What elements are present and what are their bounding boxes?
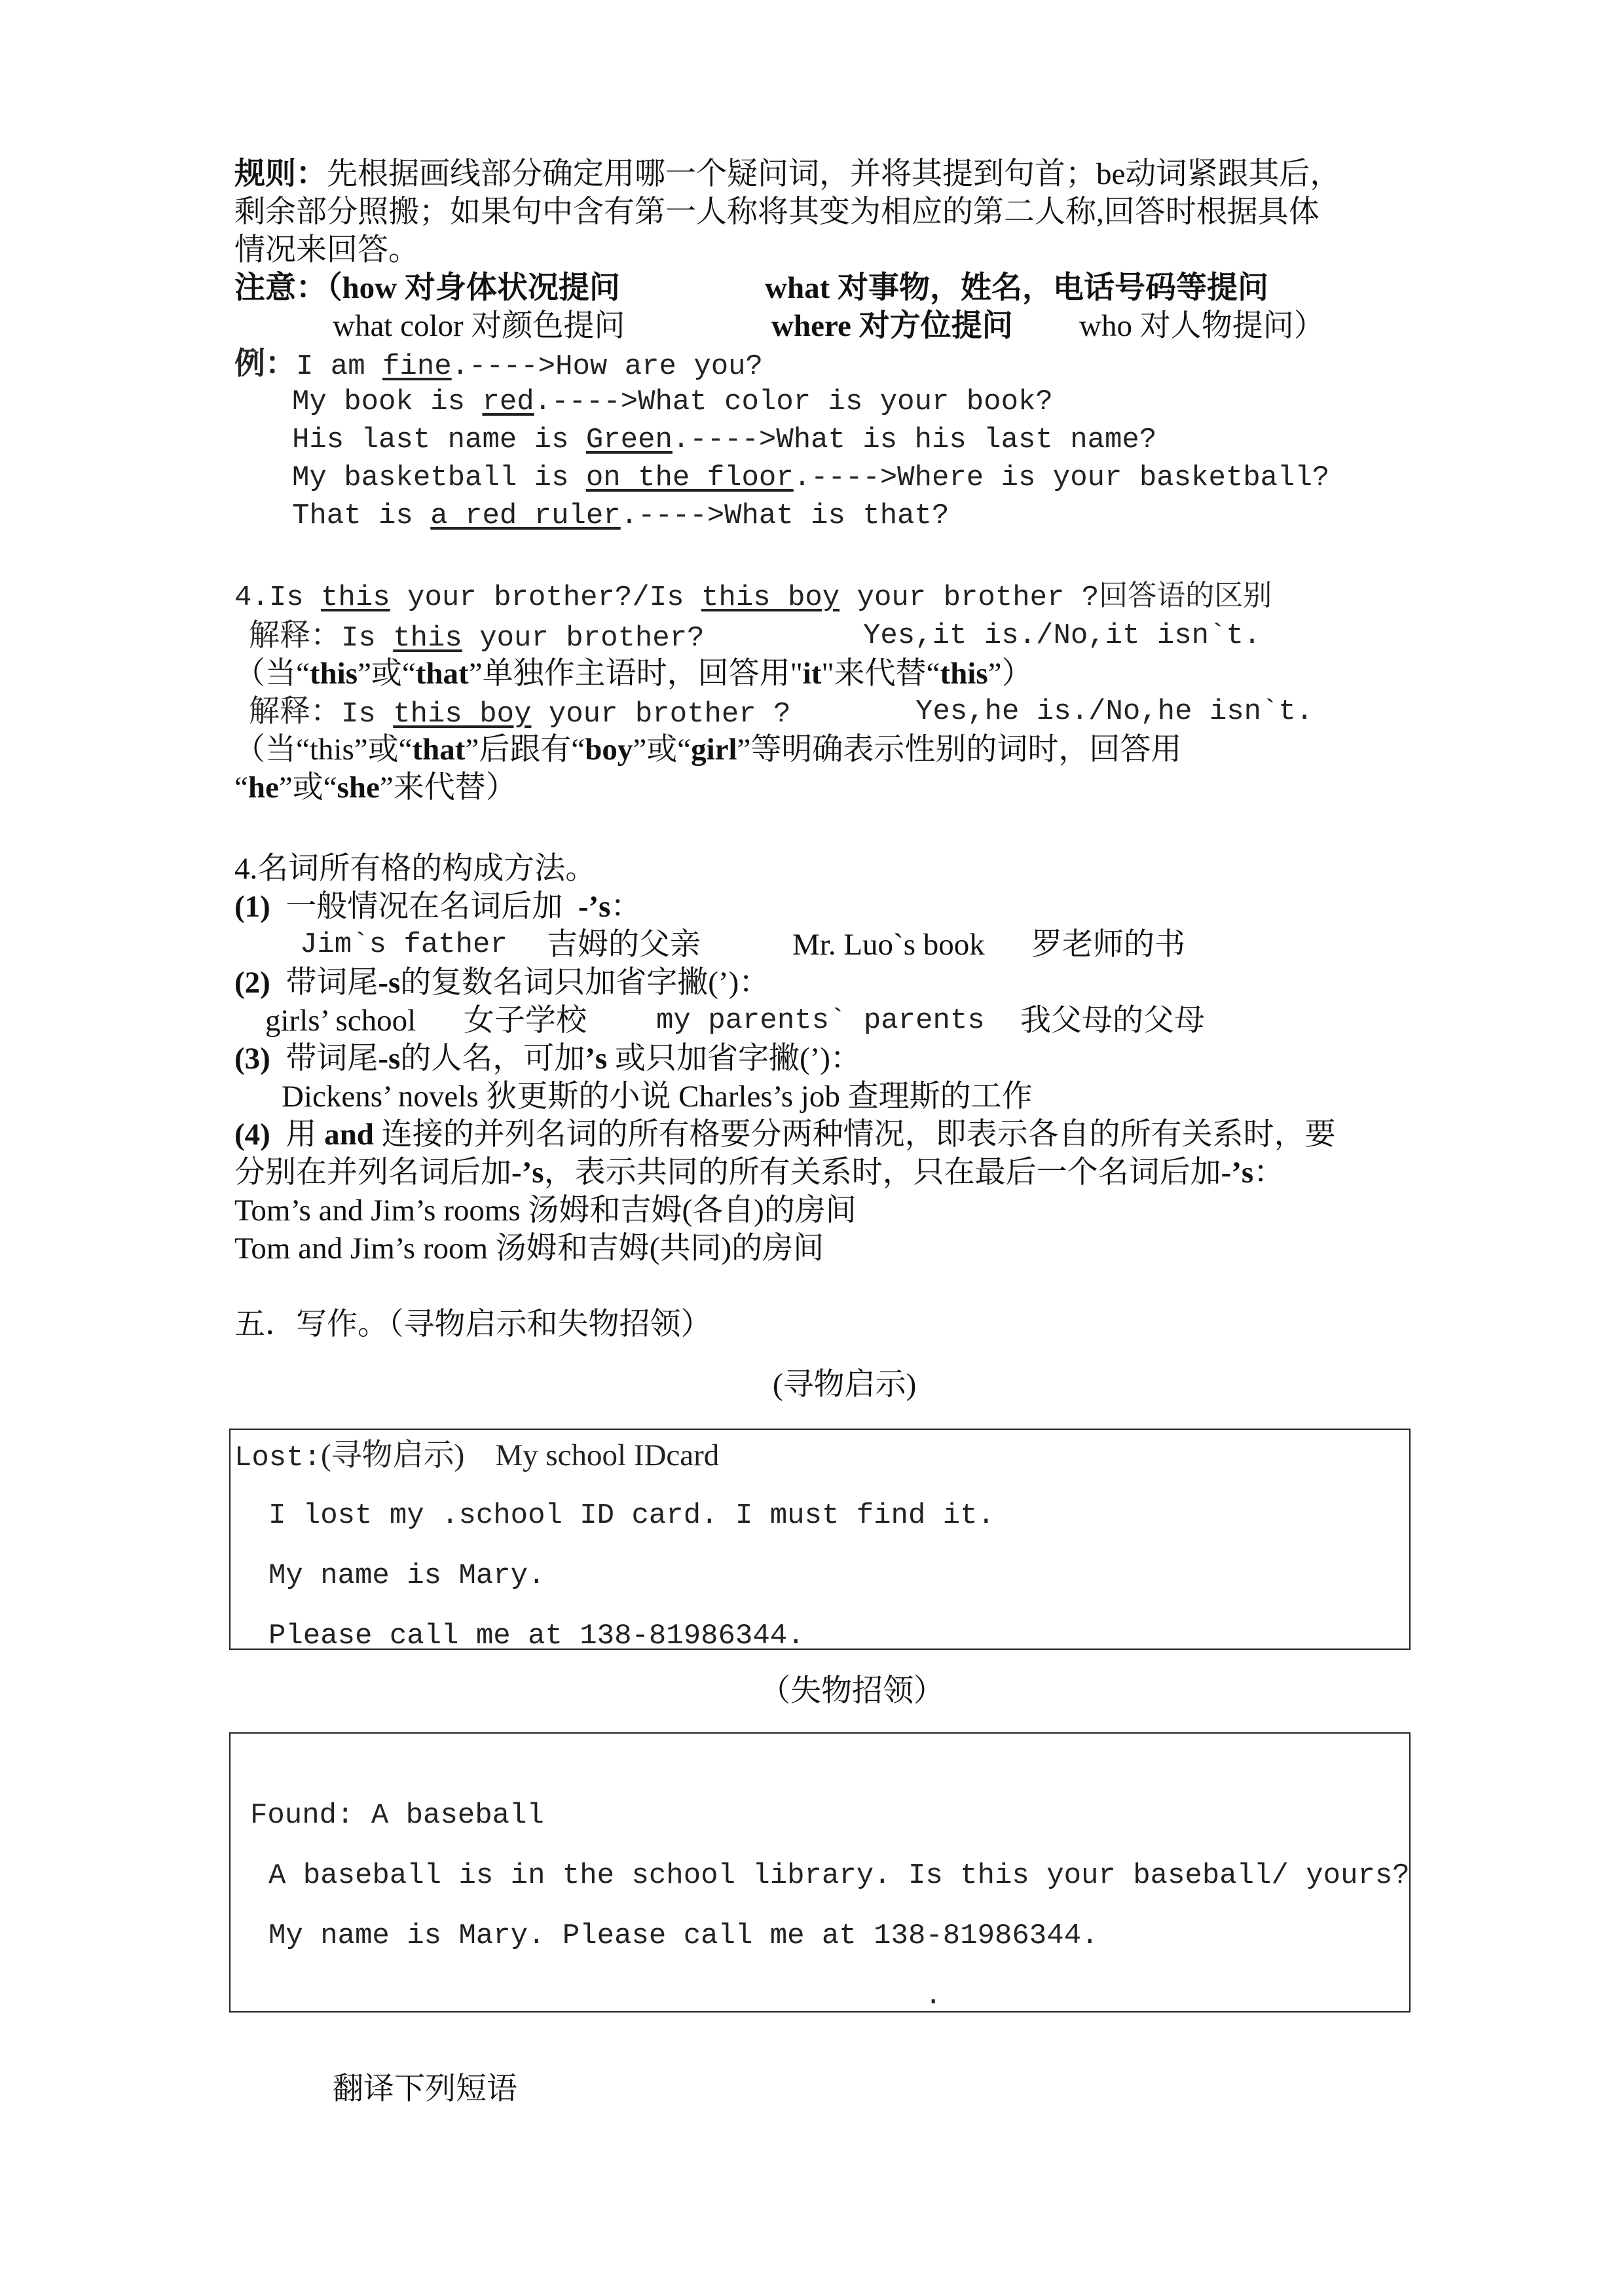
rules-line-3: 情况来回答。 bbox=[234, 233, 419, 267]
underlined-word: on the floor bbox=[585, 462, 794, 494]
rule-3: (3) 带词尾-s的人名，可加’s 或只加省字撇(’)： bbox=[234, 1042, 861, 1076]
lost-notice-line-1: I lost my .school ID card. I must find it. bbox=[268, 1499, 995, 1532]
rule-2-example-b-cn: 我父母的父母 bbox=[1020, 1004, 1205, 1038]
example-line-3: His last name is Green.---->What is his last name? bbox=[292, 424, 1157, 456]
note-this-that: （当“this”或“that”单独作主语时，回答用"it"来代替“this”） bbox=[234, 657, 1033, 691]
note-item-how: （how 对身体状况提问 bbox=[327, 271, 620, 305]
rule-2-example-a-cn: 女子学校 bbox=[464, 1004, 587, 1038]
lost-notice-line-2: My name is Mary. bbox=[268, 1559, 545, 1592]
note-gender-2: “he”或“she”来代替） bbox=[234, 771, 517, 805]
example-label: 例： bbox=[234, 347, 296, 381]
rule-2-example-b: my parents` parents bbox=[656, 1004, 985, 1037]
underlined-word: a red ruler bbox=[430, 500, 621, 532]
rule-3-example: Dickens’ novels 狄更斯的小说 Charles’s job 查理斯的工作 bbox=[282, 1080, 1033, 1114]
example-line-1: 例：I am fine.---->How are you? bbox=[234, 347, 763, 383]
rule-1-example-b: Mr. Luo`s book bbox=[792, 928, 985, 962]
found-notice-dot: . bbox=[925, 1980, 942, 2013]
found-notice-title: Found: A baseball bbox=[250, 1799, 544, 1832]
example-line-2: My book is red.---->What color is your book? bbox=[292, 386, 1053, 418]
example-line-4: My basketball is on the floor.---->Where is your basketball? bbox=[292, 462, 1330, 494]
translate-title: 翻译下列短语 bbox=[333, 2072, 517, 2106]
rule-2: (2) 带词尾-s的复数名词只加省字撇(’)： bbox=[234, 966, 770, 1000]
lost-notice-box bbox=[229, 1429, 1411, 1650]
rule-4-line-1: (4) 用 and 连接的并列名词的所有格要分两种情况，即表示各自的所有关系时，要 bbox=[234, 1118, 1336, 1152]
explanation-2: 解释：Is this boy your brother ? bbox=[249, 695, 791, 731]
found-notice-heading: （失物招领） bbox=[760, 1674, 944, 1708]
explanation-1: 解释：Is this your brother? bbox=[249, 619, 705, 655]
explanation-1-answer: Yes,it is./No,it isn`t. bbox=[863, 619, 1261, 652]
rule-4-example-1: Tom’s and Jim’s rooms 汤姆和吉姆(各自)的房间 bbox=[234, 1194, 857, 1228]
note-gender-1: （当“this”或“that”后跟有“boy”或“girl”等明确表示性别的词时，回答用 bbox=[234, 733, 1182, 767]
rules-line-1 bbox=[234, 155, 1340, 193]
section-4a-title: 4.Is this your brother?/Is this boy your brother ?回答语的区别 bbox=[234, 581, 1272, 614]
rules-text-1: 先根据画线部分确定用哪一个疑问词，并将其提到句首；be动词紧跟其后， bbox=[327, 157, 1341, 191]
lost-notice-title: Lost:(寻物启示) My school IDcard bbox=[234, 1438, 720, 1474]
note-item-where: where 对方位提问 bbox=[771, 309, 1013, 343]
rule-4-line-2: 分别在并列名词后加-’s，表示共同的所有关系时，只在最后一个名词后加-’s： bbox=[234, 1156, 1285, 1190]
section-4b-title: 4.名词所有格的构成方法。 bbox=[234, 852, 597, 886]
section-5-title: 五．写作。（寻物启示和失物招领） bbox=[234, 1307, 712, 1341]
rule-1: (1) 一般情况在名词后加 -’s： bbox=[234, 890, 642, 924]
rule-1-example-a: Jim`s father bbox=[300, 928, 507, 961]
underlined-word: fine bbox=[382, 350, 452, 383]
underlined-word: red bbox=[482, 386, 534, 418]
underlined-word: Green bbox=[585, 424, 673, 456]
rule-2-example-a: girls’ school bbox=[265, 1004, 416, 1038]
example-line-5: That is a red ruler.---->What is that? bbox=[292, 500, 950, 532]
lost-notice-heading: (寻物启示) bbox=[773, 1368, 917, 1402]
found-notice-box bbox=[229, 1732, 1411, 2013]
note-item-what: what 对事物，姓名，电话号码等提问 bbox=[765, 271, 1268, 305]
rule-4-example-2: Tom and Jim’s room 汤姆和吉姆(共同)的房间 bbox=[234, 1231, 824, 1266]
note-line-1 bbox=[234, 269, 620, 307]
lost-notice-line-3: Please call me at 138-81986344. bbox=[268, 1620, 805, 1652]
note-label: 注意： bbox=[234, 271, 327, 305]
rules-line-2: 剩余部分照搬；如果句中含有第一人称将其变为相应的第二人称,回答时根据具体 bbox=[234, 195, 1320, 229]
rule-1-example-a-cn: 吉姆的父亲 bbox=[547, 928, 701, 962]
explanation-2-answer: Yes,he is./No,he isn`t. bbox=[915, 695, 1314, 728]
note-item-what-color: what color 对颜色提问 bbox=[333, 309, 625, 343]
rule-1-example-b-cn: 罗老师的书 bbox=[1031, 928, 1185, 962]
found-notice-line-2: My name is Mary. Please call me at 138-81986344. bbox=[268, 1920, 1099, 1952]
found-notice-line-1: A baseball is in the school library. Is this your baseball/ yours? bbox=[268, 1859, 1410, 1892]
rules-label: 规则： bbox=[234, 157, 327, 191]
note-item-who: who 对人物提问） bbox=[1079, 309, 1325, 343]
